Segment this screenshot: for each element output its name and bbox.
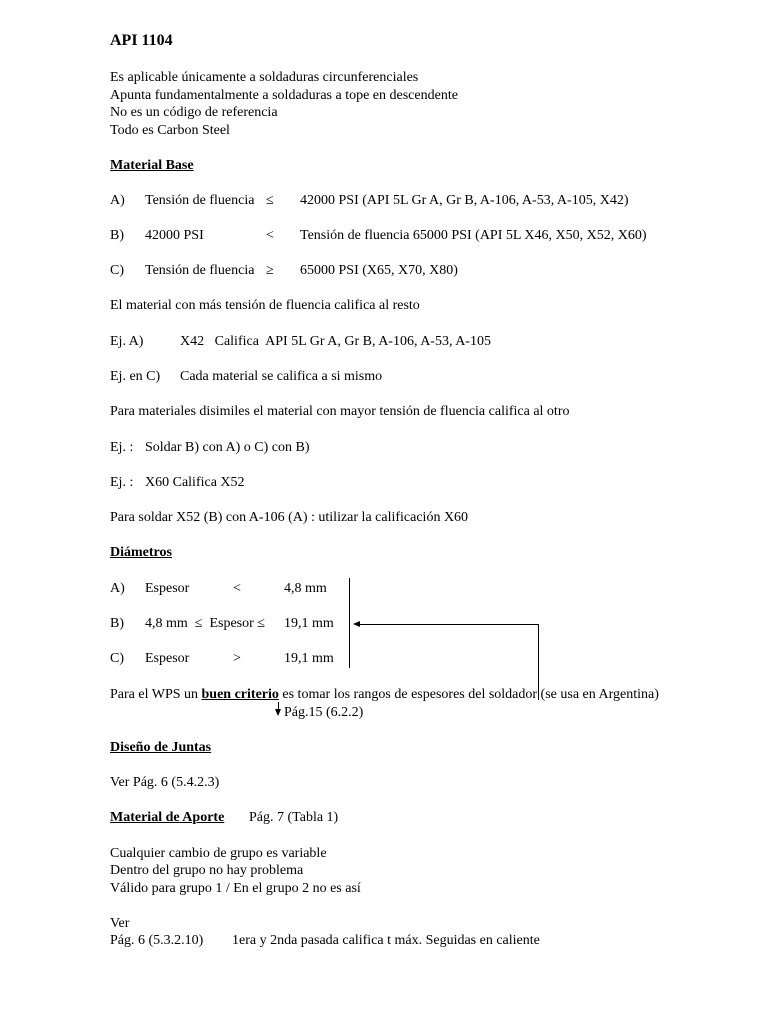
range-bracket-line bbox=[349, 578, 350, 668]
row-label: A) bbox=[110, 581, 125, 596]
example-text: Soldar B) con A) o C) con B) bbox=[145, 440, 310, 455]
intro-line: Apunta fundamentalmente a soldaduras a tope en descendente bbox=[110, 88, 458, 103]
ver-label: Ver bbox=[110, 916, 130, 931]
aporte-line: Válido para grupo 1 / En el grupo 2 no es así bbox=[110, 881, 361, 896]
example-label: Ej. A) bbox=[110, 334, 144, 349]
intro-line: No es un código de referencia bbox=[110, 105, 278, 120]
row-left: Tensión de fluencia bbox=[145, 193, 255, 208]
note: El material con más tensión de fluencia califica al resto bbox=[110, 298, 420, 313]
row-label: B) bbox=[110, 616, 124, 631]
intro-line: Es aplicable únicamente a soldaduras circunferenciales bbox=[110, 70, 419, 85]
connector-horizontal-line bbox=[360, 624, 538, 625]
juntas-reference: Ver Pág. 6 (5.4.2.3) bbox=[110, 775, 220, 790]
arrow-down-icon bbox=[275, 709, 281, 716]
wps-note-pre: Para el WPS un bbox=[110, 687, 202, 702]
row-symbol: > bbox=[233, 651, 241, 666]
intro-line: Todo es Carbon Steel bbox=[110, 123, 230, 138]
section-heading-aporte: Material de Aporte bbox=[110, 810, 225, 825]
section-heading-juntas: Diseño de Juntas bbox=[110, 740, 212, 755]
row-text: Espesor bbox=[145, 581, 190, 596]
row-left: Tensión de fluencia bbox=[145, 263, 255, 278]
row-label: C) bbox=[110, 651, 124, 666]
arrow-left-icon bbox=[353, 621, 360, 627]
wps-note-emphasis: buen criterio bbox=[201, 687, 279, 702]
aporte-reference: Pág. 7 (Tabla 1) bbox=[249, 810, 339, 825]
wps-note bbox=[110, 686, 659, 704]
aporte-page-reference: Pág. 6 (5.3.2.10) bbox=[110, 933, 204, 948]
note: Para soldar X52 (B) con A-106 (A) : utilizar la calificación X60 bbox=[110, 510, 469, 525]
row-symbol: < bbox=[233, 581, 241, 596]
row-label: B) bbox=[110, 228, 124, 243]
page-reference: Pág.15 (6.2.2) bbox=[284, 705, 364, 720]
row-right: 42000 PSI (API 5L Gr A, Gr B, A-106, A-53, A-105, X42) bbox=[300, 193, 629, 208]
section-heading-material-base: Material Base bbox=[110, 158, 194, 173]
row-text: 4,8 mm ≤ Espesor ≤ bbox=[145, 616, 265, 631]
row-symbol: ≥ bbox=[266, 263, 274, 278]
wps-note-post: es tomar los rangos de espesores del soldador (se usa en Argentina) bbox=[278, 687, 659, 702]
row-label: A) bbox=[110, 193, 125, 208]
row-value: 19,1 mm bbox=[284, 616, 334, 631]
aporte-page-text: 1era y 2nda pasada califica t máx. Seguidas en caliente bbox=[232, 933, 540, 948]
example-text: X60 Califica X52 bbox=[145, 475, 245, 490]
row-right: Tensión de fluencia 65000 PSI (API 5L X46, X50, X52, X60) bbox=[300, 228, 647, 243]
row-label: C) bbox=[110, 263, 124, 278]
aporte-line: Dentro del grupo no hay problema bbox=[110, 863, 304, 878]
example-label: Ej. : bbox=[110, 440, 134, 455]
row-value: 4,8 mm bbox=[284, 581, 327, 596]
example-label: Ej. en C) bbox=[110, 369, 161, 384]
row-value: 19,1 mm bbox=[284, 651, 334, 666]
example-label: Ej. : bbox=[110, 475, 134, 490]
example-text: Cada material se califica a si mismo bbox=[180, 369, 383, 384]
example-text: X42 Califica API 5L Gr A, Gr B, A-106, A-53, A-105 bbox=[180, 334, 491, 349]
row-left: 42000 PSI bbox=[145, 228, 204, 243]
row-symbol: ≤ bbox=[266, 193, 274, 208]
row-symbol: < bbox=[266, 228, 274, 243]
row-text: Espesor bbox=[145, 651, 190, 666]
section-heading-diametros: Diámetros bbox=[110, 545, 172, 560]
aporte-line: Cualquier cambio de grupo es variable bbox=[110, 846, 327, 861]
row-right: 65000 PSI (X65, X70, X80) bbox=[300, 263, 458, 278]
page-title: API 1104 bbox=[110, 32, 173, 49]
note: Para materiales disimiles el material con mayor tensión de fluencia califica al otro bbox=[110, 404, 570, 419]
